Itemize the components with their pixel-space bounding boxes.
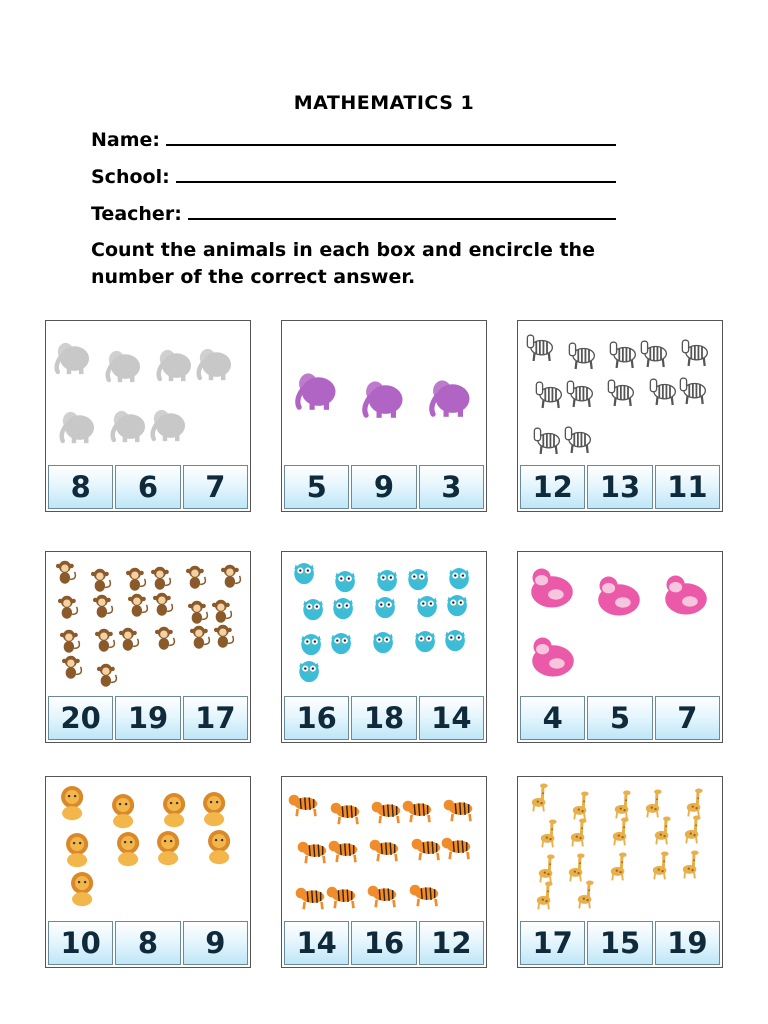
giraffe-icon <box>571 879 601 909</box>
answer-choice[interactable]: 9 <box>183 921 248 965</box>
answer-choice[interactable]: 10 <box>48 921 113 965</box>
monkey-icon <box>91 660 121 690</box>
elephant-icon <box>152 341 197 386</box>
lion-picture <box>46 777 250 920</box>
giraffe-icon <box>562 852 592 882</box>
giraffe-icon <box>678 814 708 844</box>
counting-card <box>517 320 723 512</box>
giraffe-icon <box>608 789 638 819</box>
instructions: Count the animals in each box and encircle the number of the correct answer. <box>91 239 595 288</box>
answer-choice[interactable]: 8 <box>115 921 180 965</box>
counting-card <box>281 551 487 743</box>
monkey-icon <box>52 592 82 622</box>
sheep-icon <box>660 569 712 621</box>
zebra-picture <box>518 321 722 464</box>
monkey-icon <box>208 621 238 651</box>
giraffe-icon <box>534 818 564 848</box>
elephant-icon <box>106 402 151 447</box>
owl-icon <box>370 591 400 621</box>
giraffe-icon <box>676 849 706 879</box>
elephant-icon <box>424 370 476 422</box>
owl-picture <box>282 552 486 695</box>
giraffe-icon <box>646 850 676 880</box>
monkey-icon <box>113 624 143 654</box>
counting-card <box>281 320 487 512</box>
owl-icon <box>412 590 442 620</box>
monkey-icon <box>149 623 179 653</box>
lion-icon <box>52 782 92 822</box>
elephant-picture <box>46 321 250 464</box>
lion-icon <box>199 826 239 866</box>
sheep-icon <box>526 562 578 614</box>
tiger-icon <box>365 875 401 911</box>
tiger-icon <box>407 874 443 910</box>
answer-choice[interactable]: 13 <box>587 465 652 509</box>
name-blank-line[interactable] <box>166 128 616 146</box>
giraffe-icon <box>680 787 710 817</box>
giraffe-icon <box>648 815 678 845</box>
answer-choice[interactable]: 19 <box>115 696 180 740</box>
name-field <box>91 128 616 151</box>
monkey-icon <box>180 562 210 592</box>
answer-choices <box>48 921 248 965</box>
tiger-icon <box>328 792 364 828</box>
answer-choice[interactable]: 16 <box>351 921 416 965</box>
answer-choices <box>284 921 484 965</box>
answer-choice[interactable]: 15 <box>587 921 652 965</box>
lion-icon <box>148 827 188 867</box>
lion-icon <box>103 790 143 830</box>
lion-icon <box>62 868 102 908</box>
answer-choice[interactable]: 18 <box>351 696 416 740</box>
monkey-icon <box>147 589 177 619</box>
answer-choice[interactable]: 9 <box>351 465 416 509</box>
lion-icon <box>194 788 234 828</box>
elephant-icon <box>357 371 409 423</box>
giraffe-icon <box>532 853 562 883</box>
elephant-icon <box>101 342 146 387</box>
answer-choice[interactable]: 11 <box>655 465 720 509</box>
zebra-icon <box>603 373 639 409</box>
lion-icon <box>154 789 194 829</box>
tiger-icon <box>326 830 362 866</box>
school-label: School: <box>91 166 170 188</box>
answer-choices <box>520 921 720 965</box>
tiger-icon <box>441 789 477 825</box>
answer-choice[interactable]: 3 <box>419 465 484 509</box>
owl-icon <box>410 625 440 655</box>
owl-icon <box>326 627 356 657</box>
answer-choice[interactable]: 12 <box>419 921 484 965</box>
zebra-icon <box>522 328 558 364</box>
tiger-icon <box>367 829 403 865</box>
sheep-icon <box>527 631 579 683</box>
answer-choice[interactable]: 6 <box>115 465 180 509</box>
zebra-icon <box>560 420 596 456</box>
giraffe-icon <box>566 790 596 820</box>
owl-icon <box>442 589 472 619</box>
counting-card <box>45 551 251 743</box>
owl-icon <box>368 626 398 656</box>
giraffe-icon <box>530 880 560 910</box>
tiger-icon <box>400 790 436 826</box>
tiger-picture <box>282 777 486 920</box>
giraffe-icon <box>604 851 634 881</box>
zebra-icon <box>675 371 711 407</box>
answer-choices <box>520 465 720 509</box>
elephant-icon <box>192 340 237 385</box>
answer-choice[interactable]: 19 <box>655 921 720 965</box>
elephant-icon <box>290 363 342 415</box>
tiger-icon <box>439 827 475 863</box>
answer-choices <box>520 696 720 740</box>
sheep-icon <box>593 570 645 622</box>
answer-choices <box>284 465 484 509</box>
zebra-icon <box>636 334 672 370</box>
owl-icon <box>328 592 358 622</box>
counting-card <box>517 776 723 968</box>
elephant-icon <box>55 403 100 448</box>
tiger-icon <box>324 876 360 912</box>
giraffe-icon <box>639 788 669 818</box>
monkey-icon <box>215 561 245 591</box>
giraffe-icon <box>525 782 555 812</box>
answer-choice[interactable]: 14 <box>284 921 349 965</box>
teacher-label: Teacher: <box>91 203 182 225</box>
answer-choice[interactable]: 7 <box>655 696 720 740</box>
sheep-picture <box>518 552 722 695</box>
answer-choice[interactable]: 5 <box>587 696 652 740</box>
owl-icon <box>372 564 402 594</box>
answer-choice[interactable]: 17 <box>183 696 248 740</box>
answer-choice[interactable]: 5 <box>284 465 349 509</box>
name-label: Name: <box>91 129 161 151</box>
owl-icon <box>289 557 319 587</box>
owl-icon <box>444 562 474 592</box>
owl-icon <box>330 565 360 595</box>
counting-card <box>281 776 487 968</box>
elephant-icon <box>146 401 191 446</box>
zebra-icon <box>564 336 600 372</box>
giraffe-picture <box>518 777 722 920</box>
lion-icon <box>108 828 148 868</box>
monkey-icon <box>56 652 86 682</box>
monkey-picture <box>46 552 250 695</box>
zebra-icon <box>677 333 713 369</box>
owl-icon <box>294 655 324 685</box>
owl-icon <box>296 628 326 658</box>
owl-icon <box>403 563 433 593</box>
elephant-icon <box>50 334 95 379</box>
answer-choices <box>48 465 248 509</box>
teacher-blank-line[interactable] <box>188 202 616 220</box>
answer-choice[interactable]: 14 <box>419 696 484 740</box>
owl-icon <box>440 624 470 654</box>
answer-choice[interactable]: 17 <box>520 921 585 965</box>
answer-choice[interactable]: 16 <box>284 696 349 740</box>
answer-choice[interactable]: 4 <box>520 696 585 740</box>
answer-choice[interactable]: 20 <box>48 696 113 740</box>
answer-choices <box>48 696 248 740</box>
answer-choices <box>284 696 484 740</box>
giraffe-icon <box>564 817 594 847</box>
zebra-icon <box>562 374 598 410</box>
lion-icon <box>57 829 97 869</box>
worksheet-title: MATHEMATICS 1 <box>293 92 475 114</box>
owl-icon <box>298 593 328 623</box>
answer-choice[interactable]: 12 <box>520 465 585 509</box>
counting-card <box>45 320 251 512</box>
elephant-picture <box>282 321 486 464</box>
counting-card <box>517 551 723 743</box>
counting-card <box>45 776 251 968</box>
tiger-icon <box>286 784 322 820</box>
school-blank-line[interactable] <box>176 165 616 183</box>
answer-choice[interactable]: 7 <box>183 465 248 509</box>
monkey-icon <box>87 591 117 621</box>
monkey-icon <box>50 557 80 587</box>
answer-choice[interactable]: 8 <box>48 465 113 509</box>
school-field <box>91 165 616 188</box>
giraffe-icon <box>606 816 636 846</box>
teacher-field <box>91 202 616 225</box>
